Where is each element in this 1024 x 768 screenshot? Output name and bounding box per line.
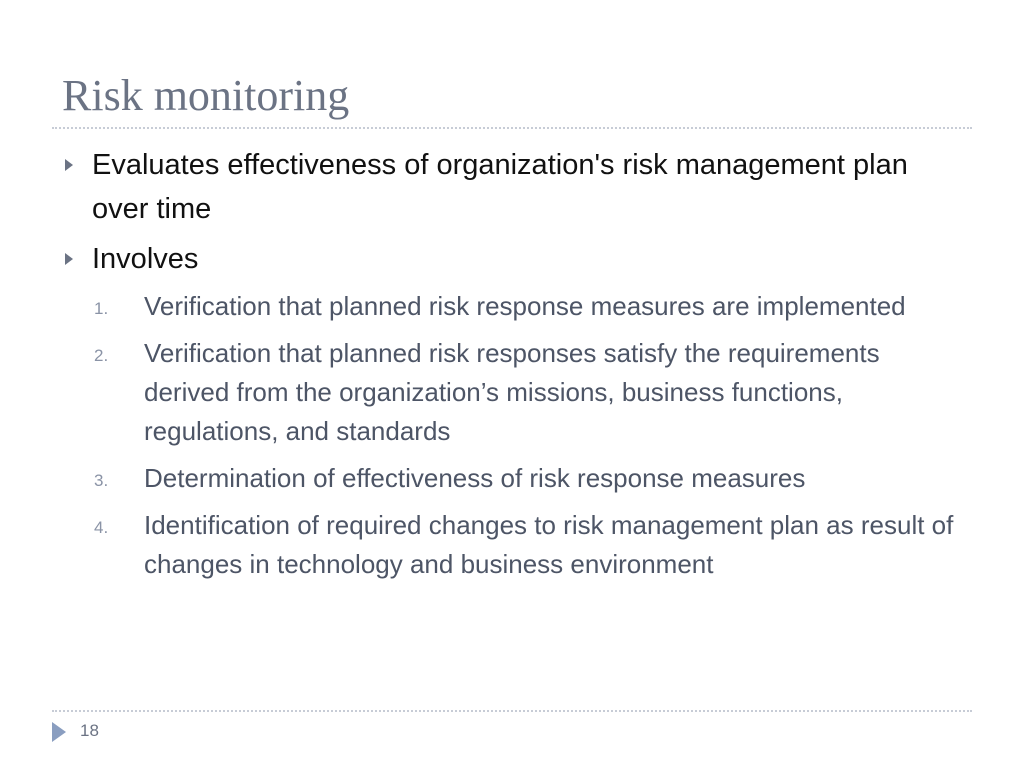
triangle-right-icon: [65, 253, 73, 265]
numbered-item: [62, 334, 972, 451]
item-text: Determination of effectiveness of risk response measures: [144, 463, 806, 493]
slide-title: Risk monitoring: [62, 71, 350, 120]
footer-divider: [52, 710, 972, 712]
item-number: 3.: [94, 471, 109, 490]
bullet-item: [62, 237, 972, 281]
triangle-right-icon: [65, 159, 73, 171]
triangle-right-icon: [52, 722, 66, 742]
title-divider: [52, 127, 972, 129]
item-text: Identification of required changes to risk management plan as result of changes in technology and business environment: [144, 510, 954, 579]
bullet-text: Involves: [92, 243, 199, 275]
bullet-item: [62, 143, 972, 231]
item-number: 1.: [94, 299, 109, 318]
page-number: 18: [80, 721, 99, 740]
item-number: 4.: [94, 518, 109, 537]
slide-content: [62, 143, 972, 592]
numbered-item: [62, 506, 972, 584]
item-number: 2.: [94, 346, 109, 365]
numbered-item: [62, 459, 972, 498]
bullet-text: Evaluates effectiveness of organization's risk management plan over time: [92, 149, 908, 225]
item-text: Verification that planned risk responses satisfy the requirements derived from the organization’s missions, business functions, regulations, and standards: [144, 338, 880, 446]
item-text: Verification that planned risk response measures are implemented: [144, 291, 906, 321]
numbered-item: [62, 287, 972, 326]
